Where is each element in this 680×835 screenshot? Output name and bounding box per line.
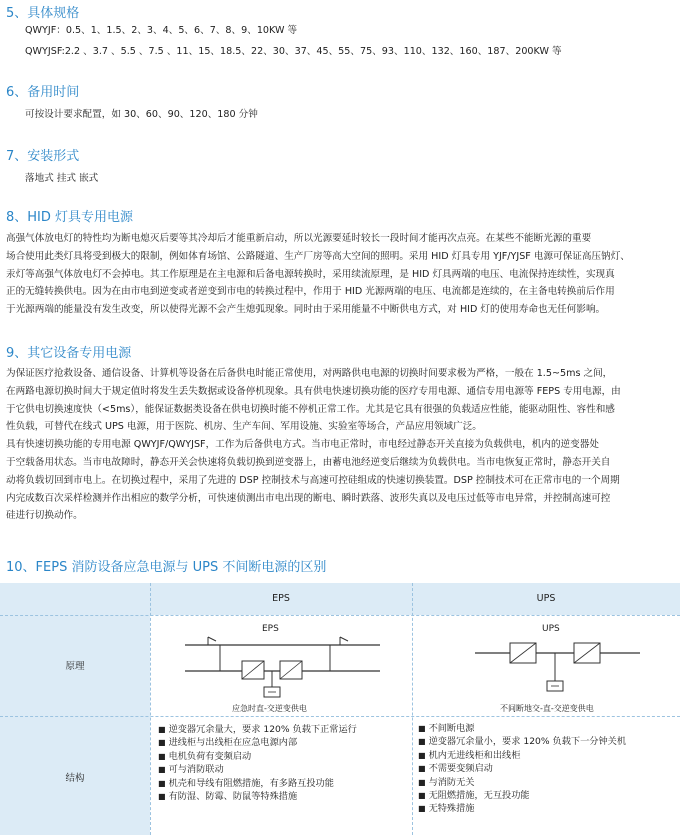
paragraph-line: 性负载，可替代在线式 UPS 电源，用于医院、机房、生产车间、军用设施、实验室等场合，产品应用领域广泛。 — [6, 421, 482, 433]
ups-structure-list — [418, 722, 626, 816]
paragraph-line: 高强气体放电灯的特性均为断电熄灭后要等其冷却后才能重新启动，所以光源要延时较长一段时间才能再次点亮。在某些不能断光源的重要 — [6, 233, 592, 244]
column-divider — [412, 583, 413, 835]
row-divider — [0, 615, 680, 616]
eps-diagram-label: EPS — [262, 624, 279, 634]
section-8-title: 8、HID 灯具专用电源 — [6, 210, 134, 225]
ups-diagram-caption: 不间断地交-直-交逆变供电 — [500, 704, 594, 713]
row-label-column — [0, 615, 150, 835]
list-item: ■ 可与消防联动 — [158, 763, 357, 776]
row-divider — [0, 716, 680, 717]
eps-principle-diagram — [180, 619, 390, 715]
section-5-title: 5、具体规格 — [6, 6, 80, 21]
eps-structure-list — [158, 723, 357, 803]
ups-diagram-label: UPS — [542, 624, 560, 634]
comparison-table — [0, 583, 680, 835]
list-item: ■ 机内无进线柜和出线柜 — [418, 749, 626, 762]
list-item: ■ 无阻燃措施，无互投功能 — [418, 789, 626, 802]
list-item: ■ 电机负荷有变频启动 — [158, 750, 357, 763]
row-label-structure: 结构 — [65, 773, 85, 784]
list-item: ■ 进线柜与出线柜在应急电源内部 — [158, 736, 357, 749]
list-item: ■ 有防湿、防霉、防鼠等特殊措施 — [158, 790, 357, 803]
paragraph-line: 正的无缝转换供电。因为在由市电到逆变或者逆变到市电的转换过程中，作用于 HID 光源两端的电压、电流都是连续的，在主备电转换前后作用 — [6, 286, 615, 298]
backup-time-text: 可按设计要求配置，如 30、60、90、120、180 分钟 — [25, 109, 258, 120]
section-9-title: 9、其它设备专用电源 — [6, 346, 132, 361]
spec-line-qwyjsf: QWYJSF:2.2 、3.7 、5.5 、7.5 、11、15、18.5、22、30、37、45、55、75、93、110、132、160、187、200KW 等 — [25, 46, 562, 57]
row-label-principle: 原理 — [65, 661, 85, 672]
section-6-title: 6、备用时间 — [6, 85, 80, 100]
section-10-title: 10、FEPS 消防设备应急电源与 UPS 不间断电源的区别 — [6, 560, 327, 575]
paragraph-line: 内完成数百次采样检测并作出相应的数学分析，可快速侦测出市电出现的断电、瞬时跌落、波形失真以及电压过低等市电异常，并控制高速可控 — [6, 492, 611, 504]
column-divider — [150, 583, 151, 835]
column-header-eps: EPS — [272, 593, 290, 604]
eps-diagram-caption: 应急时直-交逆变供电 — [232, 704, 307, 713]
spec-line-qwyjf: QWYJF：0.5、1、1.5、2、3、4、5、6、7、8、9、10KW 等 — [25, 25, 298, 36]
paragraph-line: 场合使用此类灯具将受到极大的限制，例如体育场馆、公路隧道、生产厂房等高大空间的照明。采用 HID 灯具专用 YJF/YJSF 电源可保证高压钠灯、 — [6, 250, 630, 262]
paragraph-line: 具有快速切换功能的专用电源 QWYJF/QWYJSF，工作为后备供电方式。当市电正常时，市电经过静态开关直接为负载供电，机内的逆变器处 — [6, 439, 599, 451]
paragraph-line: 于光源两端的能量没有发生改变，所以使得光源不会产生熄弧现象。同时由于采用能量不中断供电方式，对 HID 灯的使用寿命也无任何影响。 — [6, 304, 606, 316]
paragraph-line: 为保证医疗抢救设备、通信设备、计算机等设备在后备供电时能正常使用，对两路供电电源的切换时间要求极为严格，一般在 1.5~5ms 之间， — [6, 368, 613, 379]
section-7-title: 7、安装形式 — [6, 149, 80, 164]
paragraph-line: 汞灯等高强气体放电灯不会掉电。其工作原理是在主电源和后备电源转换时，采用续流原理，是 HID 灯具两端的电压、电流保持连续性，实现真 — [6, 268, 615, 280]
list-item: ■ 逆变器冗余量小，要求 120% 负载下一分钟关机 — [418, 735, 626, 748]
column-header-ups: UPS — [536, 593, 556, 604]
list-item: ■ 机壳和导线有阻燃措施，有多路互投功能 — [158, 777, 357, 790]
section-9-paragraph — [6, 365, 676, 525]
list-item: ■ 不需要变频启动 — [418, 762, 626, 775]
list-item: ■ 无特殊措施 — [418, 802, 626, 815]
paragraph-line: 硅进行切换动作。 — [6, 510, 83, 522]
ups-principle-diagram — [470, 619, 650, 715]
section-8-paragraph — [6, 230, 676, 319]
paragraph-line: 动将负载切回到市电上。在切换过程中，采用了先进的 DSP 控制技术与高速可控硅组成的快速切换装置。DSP 控制技术可在正常市电的一个周期 — [6, 474, 620, 486]
paragraph-line: 于它供电切换速度快（<5ms），能保证数据类设备在供电切换时能不停机正常工作。尤其是它具有很强的负载适应性能，能驱动阻性、容性和感 — [6, 403, 615, 415]
list-item: ■ 不间断电源 — [418, 722, 626, 735]
list-item: ■ 逆变器冗余量大，要求 120% 负载下正常运行 — [158, 723, 357, 736]
paragraph-line: 在两路电源切换时间大于规定值时将发生丢失数据或设备停机现象。具有供电快速切换功能的医疗专用电源、通信专用电源等 FEPS 专用电源，由 — [6, 385, 621, 397]
paragraph-line: 于空载备用状态。当市电故障时，静态开关会快速将负载切换到逆变器上，由蓄电池经逆变后继续为负载供电。当市电恢复正常时，静态开关自 — [6, 456, 611, 468]
list-item: ■ 与消防无关 — [418, 776, 626, 789]
install-form-text: 落地式 挂式 嵌式 — [25, 173, 99, 184]
